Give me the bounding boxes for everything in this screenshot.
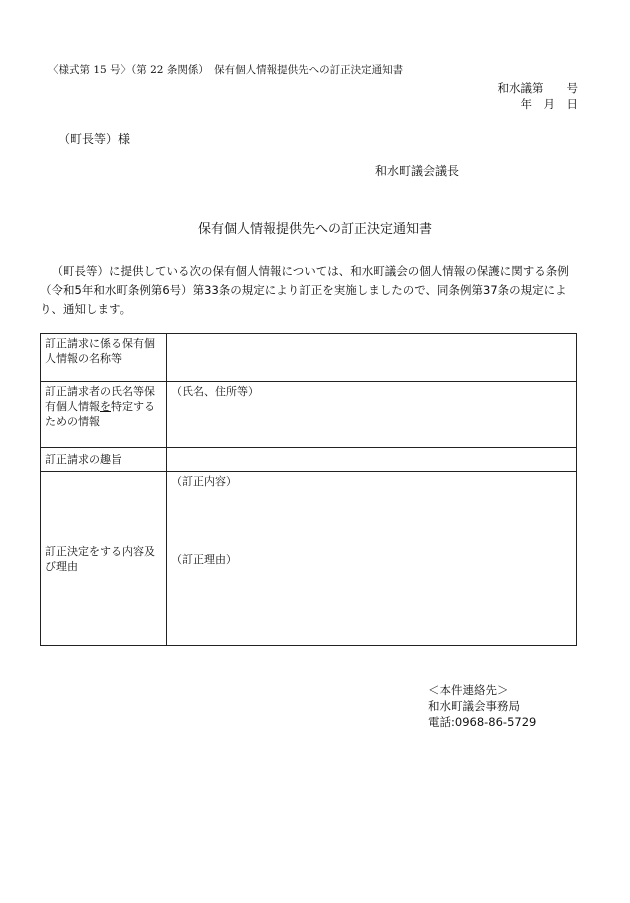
requester-label-b: を	[100, 400, 111, 413]
table-row	[41, 472, 577, 646]
row-label-info-name: 訂正請求に係る保有個人情報の名称等	[41, 334, 167, 382]
document-date: 年 月 日	[520, 97, 578, 111]
info-table	[40, 333, 577, 646]
row-label-requester	[41, 382, 167, 448]
form-header: 〈様式第 15 号〉（第 22 条関係） 保有個人情報提供先への訂正決定通知書	[48, 64, 404, 76]
document-number: 和水議第 号	[497, 81, 578, 95]
row-value-purpose[interactable]	[167, 448, 577, 472]
addressee: （町長等）様	[58, 132, 131, 146]
row-value-requester[interactable]: （氏名、住所等）	[167, 382, 577, 448]
row-value-info-name[interactable]	[167, 334, 577, 382]
contact-office: 和水町議会事務局	[428, 699, 520, 713]
table-row	[41, 334, 577, 382]
contact-heading: ＜本件連絡先＞	[428, 683, 509, 697]
document-title: 保有個人情報提供先への訂正決定通知書	[197, 222, 432, 237]
row-value-decision[interactable]	[167, 472, 577, 646]
requester-label-a: 訂正請求者の氏名等保有個人情報	[45, 385, 155, 413]
sender: 和水町議会議長	[375, 164, 460, 178]
row-label-purpose: 訂正請求の趣旨	[41, 448, 167, 472]
correction-content-label: （訂正内容）	[171, 475, 237, 488]
requester-label-c: 特定するための情報	[45, 400, 155, 428]
contact-phone: 電話:0968-86-5729	[428, 715, 537, 729]
contact-block	[428, 682, 536, 730]
table-row	[41, 448, 577, 472]
row-label-decision: 訂正決定をする内容及び理由	[41, 472, 167, 646]
correction-reason-label: （訂正理由）	[171, 553, 237, 566]
table-row	[41, 382, 577, 448]
body-paragraph: （町長等）に提供している次の保有個人情報については、和水町議会の個人情報の保護に関する条例（令和5年和水町条例第6号）第33条の規定により訂正を実施しましたので、同条例第37条の規定により、通知します。	[40, 264, 569, 316]
